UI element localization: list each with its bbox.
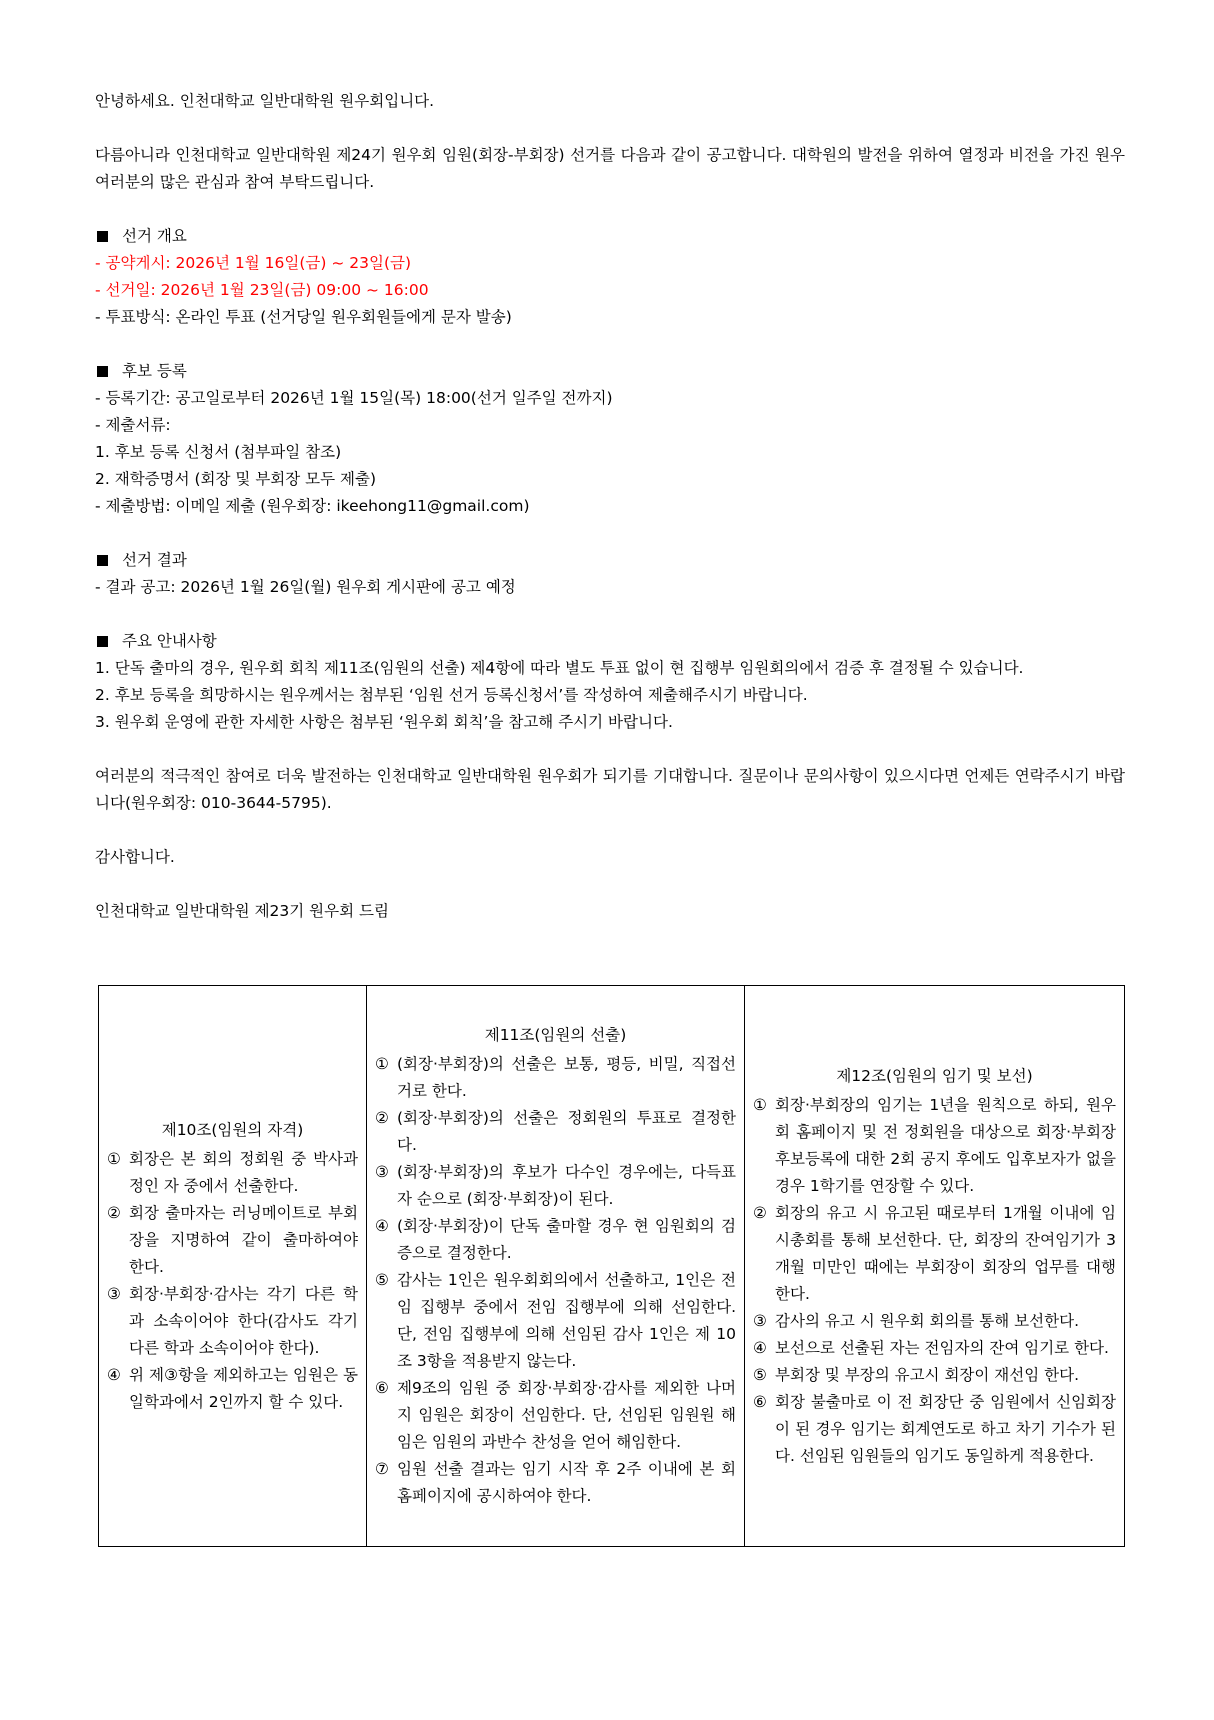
section-result bbox=[95, 547, 1125, 601]
thanks: 감사합니다. bbox=[95, 848, 175, 866]
article-clause: ④ 보선으로 선출된 자는 전임자의 잔여 임기로 한다. bbox=[753, 1338, 1109, 1357]
square-bullet-icon bbox=[97, 555, 108, 566]
notice-item: 3. 원우회 운영에 관한 자세한 사항은 첨부된 ‘원우회 회칙’을 참고해 주시기 바랍니다. bbox=[95, 713, 673, 731]
article-clause: ④ 위 제③항을 제외하고는 임원은 동일학과에서 2인까지 할 수 있다. bbox=[107, 1365, 358, 1411]
article-clause: ② (회장·부회장)의 선출은 정회원의 투표로 결정한다. bbox=[375, 1109, 736, 1154]
square-bullet-icon bbox=[97, 366, 108, 377]
article-12-cell bbox=[745, 986, 1125, 1547]
registration-line: - 등록기간: 공고일로부터 2026년 1월 15일(목) 18:00(선거 일주일 전까지) bbox=[95, 389, 613, 407]
square-bullet-icon bbox=[97, 636, 108, 647]
notice-item: 2. 후보 등록을 희망하시는 원우께서는 첨부된 ‘임원 선거 등록신청서’를 작성하여 제출해주시기 바랍니다. bbox=[95, 686, 808, 704]
signature: 인천대학교 일반대학원 제23기 원우회 드림 bbox=[95, 902, 389, 920]
article-clause: ⑥ 제9조의 임원 중 회장·부회장·감사를 제외한 나머지 임원은 회장이 선임한다. 단, 선임된 임원원 해임은 임원의 과반수 찬성을 얻어 해임한다. bbox=[375, 1379, 736, 1451]
notice-item: 1. 단독 출마의 경우, 원우회 회칙 제11조(임원의 선출) 제4항에 따라 별도 투표 없이 현 집행부 임원회의에서 검증 후 결정될 수 있습니다. bbox=[95, 659, 1024, 677]
result-line: - 결과 공고: 2026년 1월 26일(월) 원우회 게시판에 공고 예정 bbox=[95, 578, 516, 596]
square-bullet-icon bbox=[97, 231, 108, 242]
article-clause: ④ (회장·부회장)이 단독 출마할 경우 현 임원회의 검증으로 결정한다. bbox=[375, 1217, 736, 1262]
article-clause: ② 회장 출마자는 러닝메이트로 부회장을 지명하여 같이 출마하여야 한다. bbox=[107, 1203, 358, 1276]
closing-paragraph: 여러분의 적극적인 참여로 더욱 발전하는 인천대학교 일반대학원 원우회가 되기를 기대합니다. 질문이나 문의사항이 있으시다면 언제든 연락주시기 바랍니다(원우회장: 010-3644-5795). bbox=[95, 767, 1125, 812]
article-clause: ③ (회장·부회장)의 후보가 다수인 경우에는, 다득표자 순으로 (회장·부회장)이 된다. bbox=[375, 1163, 736, 1208]
notice-document bbox=[95, 88, 1125, 925]
article-clause: ⑦ 임원 선출 결과는 임기 시작 후 2주 이내에 본 회 홈페이지에 공시하여야 한다. bbox=[375, 1460, 736, 1505]
article-clause: ③ 감사의 유고 시 원우회 회의를 통해 보선한다. bbox=[753, 1311, 1080, 1330]
section-registration bbox=[95, 358, 1125, 520]
section-title: 선거 개요 bbox=[122, 227, 187, 245]
article-title: 제11조(임원의 선출) bbox=[484, 1026, 627, 1044]
article-title: 제10조(임원의 자격) bbox=[161, 1120, 304, 1139]
section-overview bbox=[95, 223, 1125, 331]
registration-line: - 제출서류: bbox=[95, 416, 171, 434]
article-clause: ③ 회장·부회장·감사는 각기 다른 학과 소속이어야 한다(감사도 각기 다른 학과 소속이어야 한다). bbox=[107, 1284, 358, 1357]
article-clause: ⑥ 회장 불출마로 이 전 회장단 중 임원에서 신임회장이 된 경우 임기는 회계연도로 하고 차기 기수가 된다. 선임된 임원들의 임기도 동일하게 적용한다. bbox=[753, 1392, 1116, 1465]
section-title: 선거 결과 bbox=[122, 551, 187, 569]
article-clause: ① 회장·부회장의 임기는 1년을 원칙으로 하되, 원우회 홈페이지 및 전 정회원을 대상으로 회장·부회장 후보등록에 대한 2회 공지 후에도 입후보자가 없을 경우 1학기를 연장할 수 있다. bbox=[753, 1095, 1116, 1195]
overview-line: - 투표방식: 온라인 투표 (선거당일 원우회원들에게 문자 발송) bbox=[95, 308, 512, 326]
article-clause: ② 회장의 유고 시 유고된 때로부터 1개월 이내에 임시총회를 통해 보선한다. 단, 회장의 잔여임기가 3개월 미만인 때에는 부회장이 회장의 업무를 대행한다. bbox=[753, 1203, 1116, 1303]
registration-line: - 제출방법: 이메일 제출 (원우회장: ikeehong11@gmail.com) bbox=[95, 497, 530, 515]
bylaws-table bbox=[98, 985, 1125, 1547]
article-clause: ① 회장은 본 회의 정회원 중 박사과정인 자 중에서 선출한다. bbox=[107, 1149, 358, 1195]
section-title: 후보 등록 bbox=[122, 362, 187, 380]
section-notices bbox=[95, 628, 1125, 736]
intro-paragraph: 다름아니라 인천대학교 일반대학원 제24기 원우회 임원(회장-부회장) 선거를 다음과 같이 공고합니다. 대학원의 발전을 위하여 열정과 비전을 가진 원우 여러분의 많은 관심과 참여 부탁드립니다. bbox=[95, 146, 1125, 191]
article-10-cell bbox=[99, 986, 367, 1547]
overview-line: - 공약게시: 2026년 1월 16일(금) ~ 23일(금) bbox=[95, 254, 412, 272]
article-clause: ① (회장·부회장)의 선출은 보통, 평등, 비밀, 직접선거로 한다. bbox=[375, 1055, 736, 1100]
registration-line: 2. 재학증명서 (회장 및 부회장 모두 제출) bbox=[95, 470, 377, 488]
registration-line: 1. 후보 등록 신청서 (첨부파일 참조) bbox=[95, 443, 342, 461]
article-11-cell bbox=[367, 986, 745, 1547]
greeting: 안녕하세요. 인천대학교 일반대학원 원우회입니다. bbox=[95, 92, 435, 110]
overview-line: - 선거일: 2026년 1월 23일(금) 09:00 ~ 16:00 bbox=[95, 281, 429, 299]
article-clause: ⑤ 부회장 및 부장의 유고시 회장이 재선임 한다. bbox=[753, 1365, 1080, 1384]
section-title: 주요 안내사항 bbox=[122, 632, 217, 650]
article-clause: ⑤ 감사는 1인은 원우회회의에서 선출하고, 1인은 전임 집행부 중에서 전임 집행부에 의해 선임한다. 단, 전임 집행부에 의해 선임된 감사 1인은 제 10조 3항을 적용받지 않는다. bbox=[375, 1271, 736, 1370]
article-title: 제12조(임원의 임기 및 보선) bbox=[836, 1066, 1033, 1085]
